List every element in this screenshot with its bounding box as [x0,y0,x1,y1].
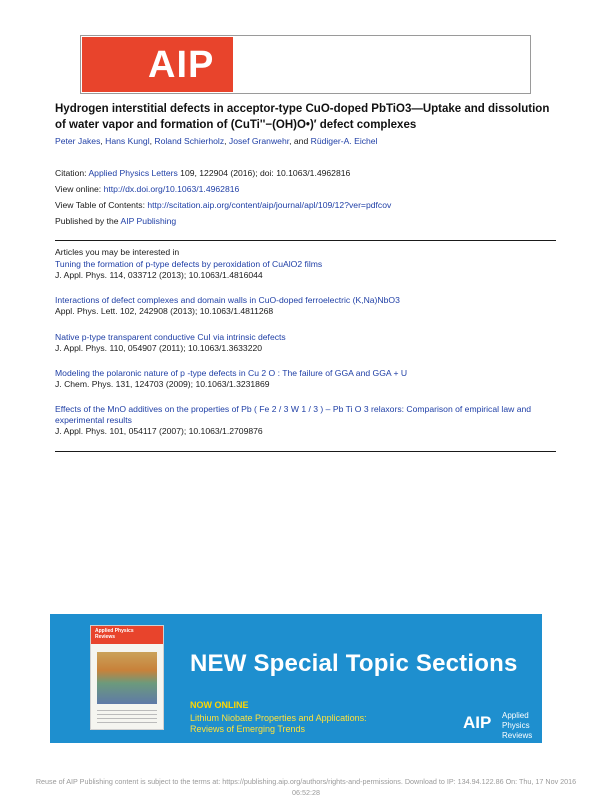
related-article-title-link[interactable]: Tuning the formation of p-type defects by peroxidation of CuAlO2 films [55,259,323,269]
related-article-title-link[interactable]: Native p-type transparent conductive CuI via intrinsic defects [55,332,286,342]
citation-label: Citation: [55,168,89,178]
banner-divider [233,46,234,83]
cover-text-lines [97,710,157,724]
author-link[interactable]: Roland Schierholz [154,136,225,146]
related-article-ref: J. Appl. Phys. 114, 033712 (2013); 10.1063/1.4816044 [55,270,263,280]
citation-line [55,168,350,178]
footer-line1: Reuse of AIP Publishing content is subject to the terms at: https://publishing.aip.org/authors/rights-and-permissions. Download to IP: 134.94.122.86 On: Thu, 17 Nov 2016 [35,777,577,786]
journal-name-line2: Letters [239,63,293,80]
view-online-line [55,184,239,194]
ad-journal-name-line2: Reviews [502,731,533,740]
related-article [55,368,555,390]
related-article [55,404,555,437]
related-article [55,259,555,281]
cover-artwork [97,652,157,704]
author-link[interactable]: Rüdiger-A. Eichel [310,136,378,146]
journal-cover-image [90,625,164,730]
publisher-link[interactable]: AIP Publishing [120,216,177,226]
ad-subtitle-line2: Reviews of Emerging Trends [190,724,306,734]
cover-title [95,628,134,640]
related-heading: Articles you may be interested in [55,247,180,257]
toc-link[interactable]: http://scitation.aip.org/content/aip/journal/apl/109/12?ver=pdfcov [147,200,392,210]
advertisement-banner[interactable] [50,614,542,743]
related-article-ref: J. Appl. Phys. 110, 054907 (2011); 10.1063/1.3633220 [55,343,263,353]
cover-title-line2: Reviews [95,634,116,640]
ad-subtitle [190,713,367,735]
toc-line [55,200,391,210]
related-article-title-link[interactable]: Interactions of defect complexes and domain walls in CuO-doped ferroelectric (K,Na)NbO3 [55,295,400,305]
toc-label: View Table of Contents: [55,200,148,210]
related-article-ref: J. Chem. Phys. 131, 124703 (2009); 10.1063/1.3231869 [55,379,270,389]
ad-subtitle-line1: Lithium Niobate Properties and Applications: [190,713,367,723]
related-article-title-link[interactable]: Effects of the MnO additives on the properties of Pb ( Fe 2 / 3 W 1 / 3 ) – Pb Ti O 3 relaxors: Comparison of empirical law and experimental results [55,404,532,425]
journal-banner[interactable] [80,35,531,94]
banner-logo-block [82,37,233,92]
ad-journal-name-line1: Applied Physics [502,711,530,730]
related-article [55,295,555,317]
ad-headline: NEW Special Topic Sections [190,650,518,677]
author-separator: , [149,136,155,146]
journal-name-line1: Applied Physics [239,46,363,63]
aip-logo: AIP [148,43,215,86]
author-link[interactable]: Josef Granwehr [228,136,290,146]
published-line [55,216,176,226]
divider-top [55,240,556,241]
author-separator: , [224,136,229,146]
ad-journal-name [502,711,542,741]
divider-bottom [55,451,556,452]
journal-name [239,46,363,80]
ad-now-online: NOW ONLINE [190,700,249,710]
related-article-title-link[interactable]: Modeling the polaronic nature of p -type defects in Cu 2 O : The failure of GGA and GGA + U [55,368,408,378]
author-separator: , and [289,136,311,146]
published-label: Published by the [55,216,121,226]
view-online-label: View online: [55,184,104,194]
ad-aip-logo: AIP [463,713,492,732]
citation-journal-link[interactable]: Applied Physics Letters [88,168,178,178]
author-link[interactable]: Hans Kungl [105,136,150,146]
author-link[interactable]: Peter Jakes [55,136,101,146]
related-article-ref: Appl. Phys. Lett. 102, 242908 (2013); 10.1063/1.4811268 [55,306,274,316]
footer-line2: 06:52:28 [292,788,320,797]
author-separator: , [100,136,106,146]
reuse-footer [0,776,612,798]
article-title: Hydrogen interstitial defects in acceptor-type CuO-doped PbTiO3—Uptake and dissolution of water vapor and formation of (CuTi''−(OH)O•)′ defect complexes [55,103,550,131]
cover-title-line1: Applied Physics [95,628,134,634]
related-article-ref: J. Appl. Phys. 101, 054117 (2007); 10.1063/1.2709876 [55,426,263,436]
doi-link[interactable]: http://dx.doi.org/10.1063/1.4962816 [103,184,240,194]
author-list [55,136,378,146]
related-article [55,332,555,354]
citation-details: 109, 122904 (2016); doi: 10.1063/1.4962816 [177,168,351,178]
